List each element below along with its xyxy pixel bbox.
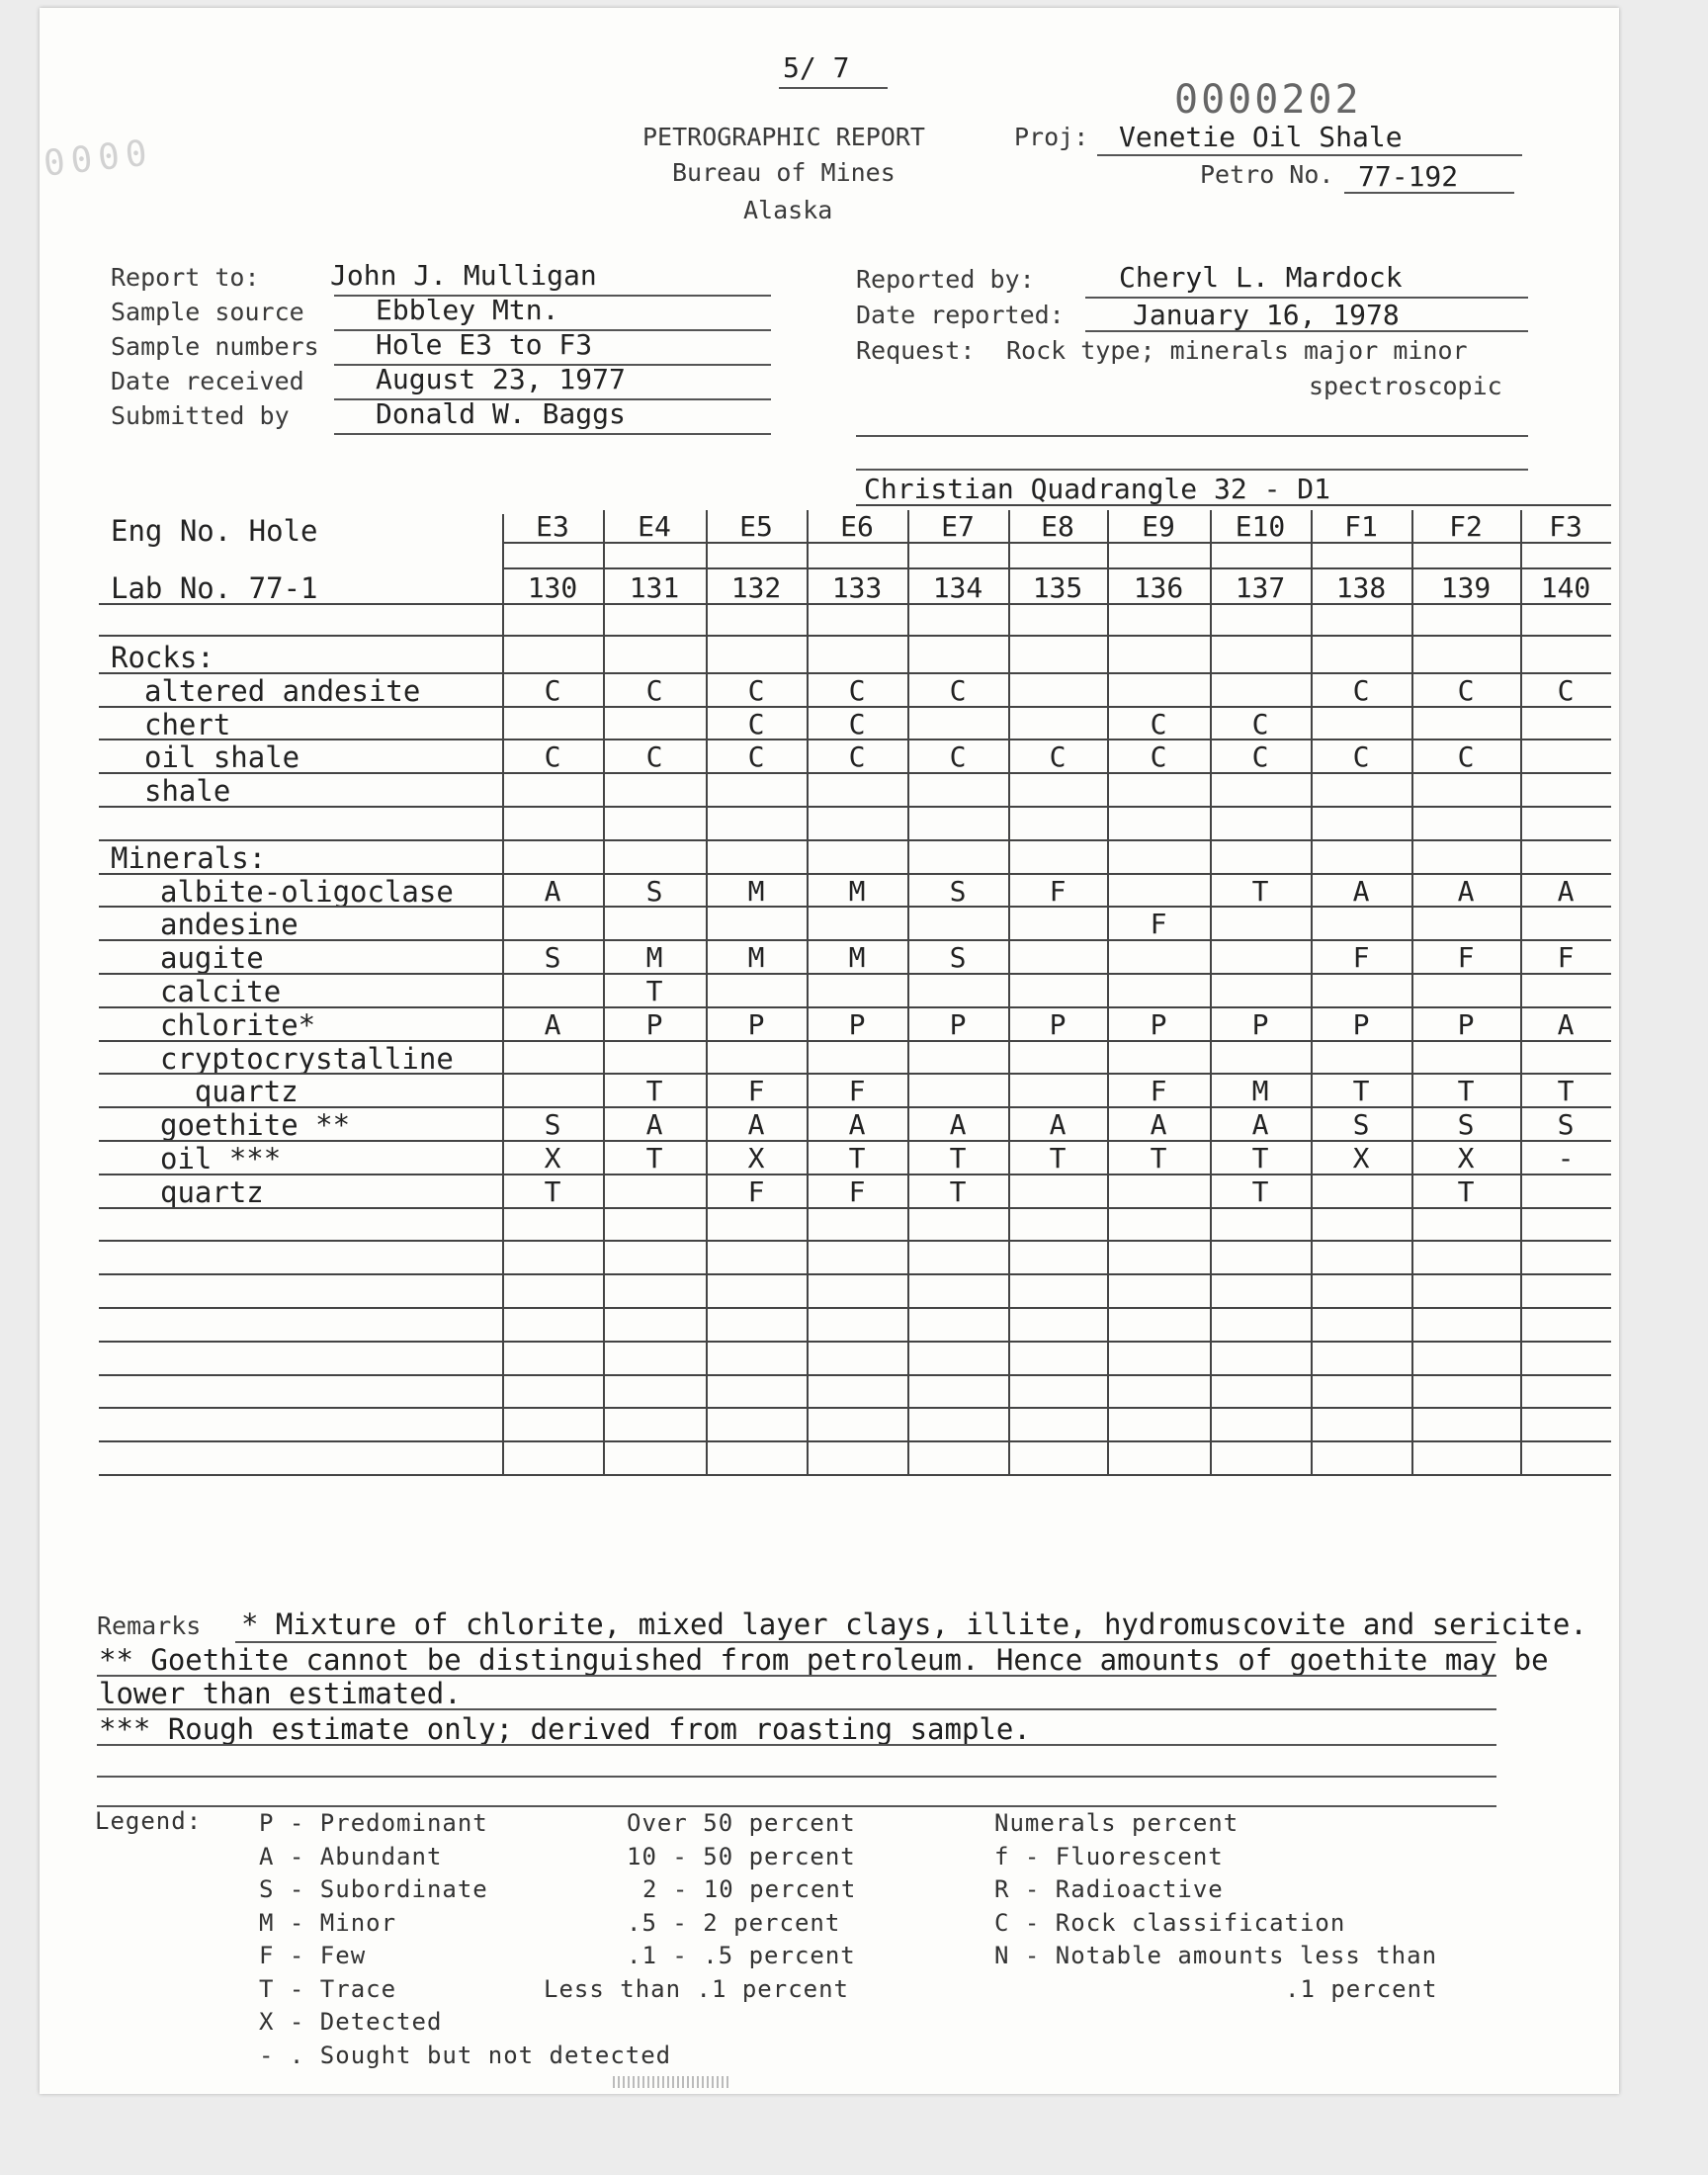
lab-number-cell: 135 [1032,571,1083,604]
result-cell: A [1150,1108,1167,1142]
legend-code: M - Minor [259,1908,397,1937]
result-cell: F [848,1075,866,1108]
date-reported-underline [1085,330,1528,332]
result-cell: C [1049,740,1067,774]
result-cell: T [1457,1075,1475,1108]
row-rule [99,1341,1611,1343]
lab-number-cell: 139 [1440,571,1492,604]
legend-note: N - Notable amounts less than [994,1942,1438,1969]
result-cell: C [645,673,663,707]
lab-number-cell: 133 [831,571,883,604]
result-cell: C [848,673,866,707]
result-cell: M [747,874,765,908]
lab-number-cell: 130 [527,571,578,604]
column-rule [1107,510,1109,1476]
row-label: andesine [160,908,299,942]
result-cell: T [1251,1142,1269,1174]
hole-header: F1 [1344,510,1378,543]
request-underline-1 [856,435,1528,437]
row-rule [99,1273,1611,1275]
result-cell: A [544,874,561,908]
result-cell: T [949,1142,967,1174]
result-cell: F [747,1174,765,1208]
result-cell: P [1150,1007,1167,1041]
result-cell: T [1251,1174,1269,1208]
row-rule [99,1240,1611,1242]
row-rule [99,772,1611,774]
hole-header: E7 [941,510,975,543]
row-label: chlorite* [160,1007,316,1042]
result-cell: F [1049,874,1067,908]
eng-hole-label: Eng No. Hole [111,514,318,548]
report-title: PETROGRAPHIC REPORT [642,123,925,151]
row-label: augite [160,941,264,976]
result-cell: P [949,1007,967,1041]
hole-header: E8 [1041,510,1074,543]
result-cell: A [645,1108,663,1142]
row-label: chert [144,707,231,741]
result-cell: S [949,941,967,975]
legend-range: Less than .1 percent [544,1974,849,2003]
legend-code: - . Sought but not detected [259,2041,672,2069]
column-rule [603,510,605,1476]
result-cell: P [1457,1007,1475,1041]
remarks-label: Remarks [97,1611,202,1640]
result-cell: M [645,941,663,975]
lab-number-cell: 134 [932,571,983,604]
legend-code: P - Predominant [259,1809,488,1837]
lab-number-label: Lab No. 77-1 [111,571,318,605]
result-cell: F [1457,941,1475,975]
result-cell: C [1352,673,1370,707]
result-cell: T [645,975,663,1007]
request-underline-2 [856,469,1528,471]
result-cell: A [1457,874,1475,908]
row-rule [99,1307,1611,1309]
legend-range: .5 - 2 percent [627,1908,841,1937]
result-cell: C [544,673,561,707]
result-cell: M [747,941,765,975]
result-cell: T [1352,1075,1370,1108]
result-cell: P [1049,1007,1067,1041]
project-label: Proj: [1014,123,1089,151]
scan-edge-artifact [613,2076,731,2088]
result-cell: X [544,1142,561,1174]
result-cell: C [1251,740,1269,774]
hole-header: E9 [1142,510,1175,543]
column-rule [1311,510,1313,1476]
row-rule [99,973,1611,975]
project-value: Venetie Oil Shale [1119,121,1403,153]
row-rule [99,839,1611,841]
legend-range: Over 50 percent [627,1809,856,1837]
remark-underline-5 [97,1776,1496,1778]
row-label: albite-oligoclase [160,874,454,909]
row-rule [99,806,1611,808]
remark-line-2: ** Goethite cannot be distinguished from petroleum. Hence amounts of goethite may be [99,1643,1549,1677]
result-cell: - [1557,1142,1575,1174]
column-rule [807,510,809,1476]
hole-header: E5 [739,510,773,543]
result-cell: C [1251,707,1269,740]
result-cell: T [848,1142,866,1174]
reported-by-value: Cheryl L. Mardock [1119,261,1403,294]
info-value: Donald W. Baggs [376,397,626,430]
info-underline [334,433,771,435]
request-line-1: Rock type; minerals major minor [1006,336,1468,365]
organization-region: Alaska [743,196,833,224]
request-line-2: spectroscopic [1309,372,1502,400]
hole-header: E4 [638,510,671,543]
result-cell: C [747,673,765,707]
result-cell: C [1150,707,1167,740]
row-rule [99,1474,1611,1476]
remark-line-1: * Mixture of chlorite, mixed layer clays, illite, hydromuscovite and sericite. [241,1608,1587,1641]
result-cell: M [848,874,866,908]
table-top-rule [856,504,1611,506]
hole-header: E3 [536,510,569,543]
hole-header: F2 [1449,510,1483,543]
legend-code: S - Subordinate [259,1875,488,1903]
remark-underline-4 [97,1744,1496,1746]
lab-number-cell: 140 [1540,571,1591,604]
lab-number-cell: 138 [1335,571,1387,604]
result-cell: C [747,707,765,740]
result-cell: T [1457,1174,1475,1208]
info-label: Sample numbers [111,332,319,361]
header-rule [502,542,1611,544]
result-cell: F [747,1075,765,1108]
remark-underline-3 [97,1708,1496,1710]
info-value: Ebbley Mtn. [376,294,559,326]
section-heading: Minerals: [111,840,267,875]
quadrangle-label: Christian Quadrangle 32 - D1 [864,473,1331,505]
page-number: 5/ 7 [783,51,850,84]
result-cell: C [645,740,663,774]
date-reported-label: Date reported: [856,301,1065,329]
result-cell: C [848,740,866,774]
result-cell: P [848,1007,866,1041]
result-cell: S [1457,1108,1475,1142]
info-label: Submitted by [111,401,290,430]
row-label: quartz [160,1174,264,1209]
legend-note: f - Fluorescent [994,1842,1224,1870]
result-cell: C [544,740,561,774]
result-cell: M [848,941,866,975]
result-cell: F [1352,941,1370,975]
column-rule [502,514,504,1476]
hole-header: E6 [840,510,874,543]
organization-name: Bureau of Mines [672,158,896,187]
row-label: shale [144,774,231,809]
result-cell: F [1557,941,1575,975]
result-cell: A [1557,874,1575,908]
result-cell: M [1251,1075,1269,1108]
row-rule [99,1374,1611,1376]
legend-range: 2 - 10 percent [642,1875,857,1903]
result-cell: C [1150,740,1167,774]
result-cell: P [1251,1007,1269,1041]
legend-note: Numerals percent [994,1809,1239,1837]
page-number-underline [779,87,888,89]
row-label: cryptocrystalline [160,1041,454,1076]
column-rule [1008,510,1010,1476]
petro-number-underline [1344,192,1514,194]
result-cell: A [1557,1007,1575,1041]
row-rule [99,1207,1611,1209]
result-cell: T [645,1075,663,1108]
result-cell: S [1352,1108,1370,1142]
reported-by-label: Reported by: [856,265,1035,294]
result-cell: P [1352,1007,1370,1041]
column-rule [1520,510,1522,1476]
result-cell: S [544,1108,561,1142]
result-cell: T [1251,874,1269,908]
row-label: oil shale [144,740,300,775]
legend-code: F - Few [259,1942,367,1969]
result-cell: T [949,1174,967,1208]
result-cell: S [544,941,561,975]
result-cell: P [645,1007,663,1041]
result-cell: X [1457,1142,1475,1174]
legend-code: T - Trace [259,1974,397,2003]
result-cell: A [1049,1108,1067,1142]
result-cell: S [949,874,967,908]
result-cell: T [1049,1142,1067,1174]
result-cell: T [544,1174,561,1208]
legend-code: X - Detected [259,2008,443,2036]
result-cell: F [1150,908,1167,941]
info-value: John J. Mulligan [330,259,597,292]
result-cell: C [848,707,866,740]
result-cell: A [1251,1108,1269,1142]
faint-bleedthrough-mark: 0000 [42,132,155,185]
header-rule [99,603,1611,605]
column-rule [706,510,708,1476]
row-label: altered andesite [144,673,421,708]
info-value: Hole E3 to F3 [376,328,593,361]
row-rule [99,906,1611,908]
row-label: goethite ** [160,1108,351,1143]
lab-number-cell: 131 [629,571,680,604]
result-cell: C [747,740,765,774]
result-cell: T [1150,1142,1167,1174]
result-cell: T [645,1142,663,1174]
row-label: oil *** [160,1142,282,1175]
result-cell: X [1352,1142,1370,1174]
header-rule [99,635,1611,637]
result-cell: T [1557,1075,1575,1108]
result-cell: S [645,874,663,908]
result-cell: X [747,1142,765,1174]
result-cell: F [848,1174,866,1208]
info-label: Date received [111,367,304,395]
remark-line-3: lower than estimated. [99,1677,462,1710]
result-cell: C [949,673,967,707]
request-label: Request: [856,336,976,365]
row-label: calcite [160,975,282,1008]
date-reported-value: January 16, 1978 [1133,299,1400,331]
petro-number-label: Petro No. [1200,160,1334,189]
result-cell: A [1352,874,1370,908]
result-cell: C [1352,740,1370,774]
result-cell: C [1557,673,1575,707]
hole-header: E10 [1235,510,1286,543]
info-label: Sample source [111,298,304,326]
document-stamp-number: 0000202 [1174,77,1362,123]
info-value: August 23, 1977 [376,363,626,395]
result-cell: C [1457,740,1475,774]
section-heading: Rocks: [111,641,214,674]
legend-range: .1 - .5 percent [627,1942,856,1969]
legend-note: C - Rock classification [994,1908,1346,1937]
result-cell: C [949,740,967,774]
hole-header: F3 [1549,510,1582,543]
result-cell: A [544,1007,561,1041]
column-rule [1411,510,1413,1476]
legend-note: .1 percent [1285,1974,1438,2003]
result-cell: A [949,1108,967,1142]
info-label: Report to: [111,263,260,292]
remark-underline-2 [97,1675,1496,1677]
row-rule [99,1407,1611,1409]
lab-number-cell: 137 [1235,571,1286,604]
header-rule [502,567,1611,569]
result-cell: P [747,1007,765,1041]
remark-underline-6 [97,1805,1496,1807]
project-underline [1097,154,1522,156]
legend-note: R - Radioactive [994,1875,1224,1903]
remark-underline-1 [235,1641,1496,1643]
row-label: quartz [160,1075,299,1109]
legend-label: Legend: [95,1807,203,1835]
column-rule [1210,510,1212,1476]
legend-code: A - Abundant [259,1842,443,1870]
row-rule [99,1440,1611,1442]
column-rule [907,510,909,1476]
result-cell: F [1150,1075,1167,1108]
result-cell: A [848,1108,866,1142]
result-cell: A [747,1108,765,1142]
result-cell: C [1457,673,1475,707]
legend-range: 10 - 50 percent [627,1842,856,1870]
lab-number-cell: 132 [730,571,782,604]
petro-number-value: 77-192 [1358,160,1459,193]
result-cell: S [1557,1108,1575,1142]
remark-line-4: *** Rough estimate only; derived from roasting sample. [99,1712,1031,1746]
lab-number-cell: 136 [1133,571,1184,604]
